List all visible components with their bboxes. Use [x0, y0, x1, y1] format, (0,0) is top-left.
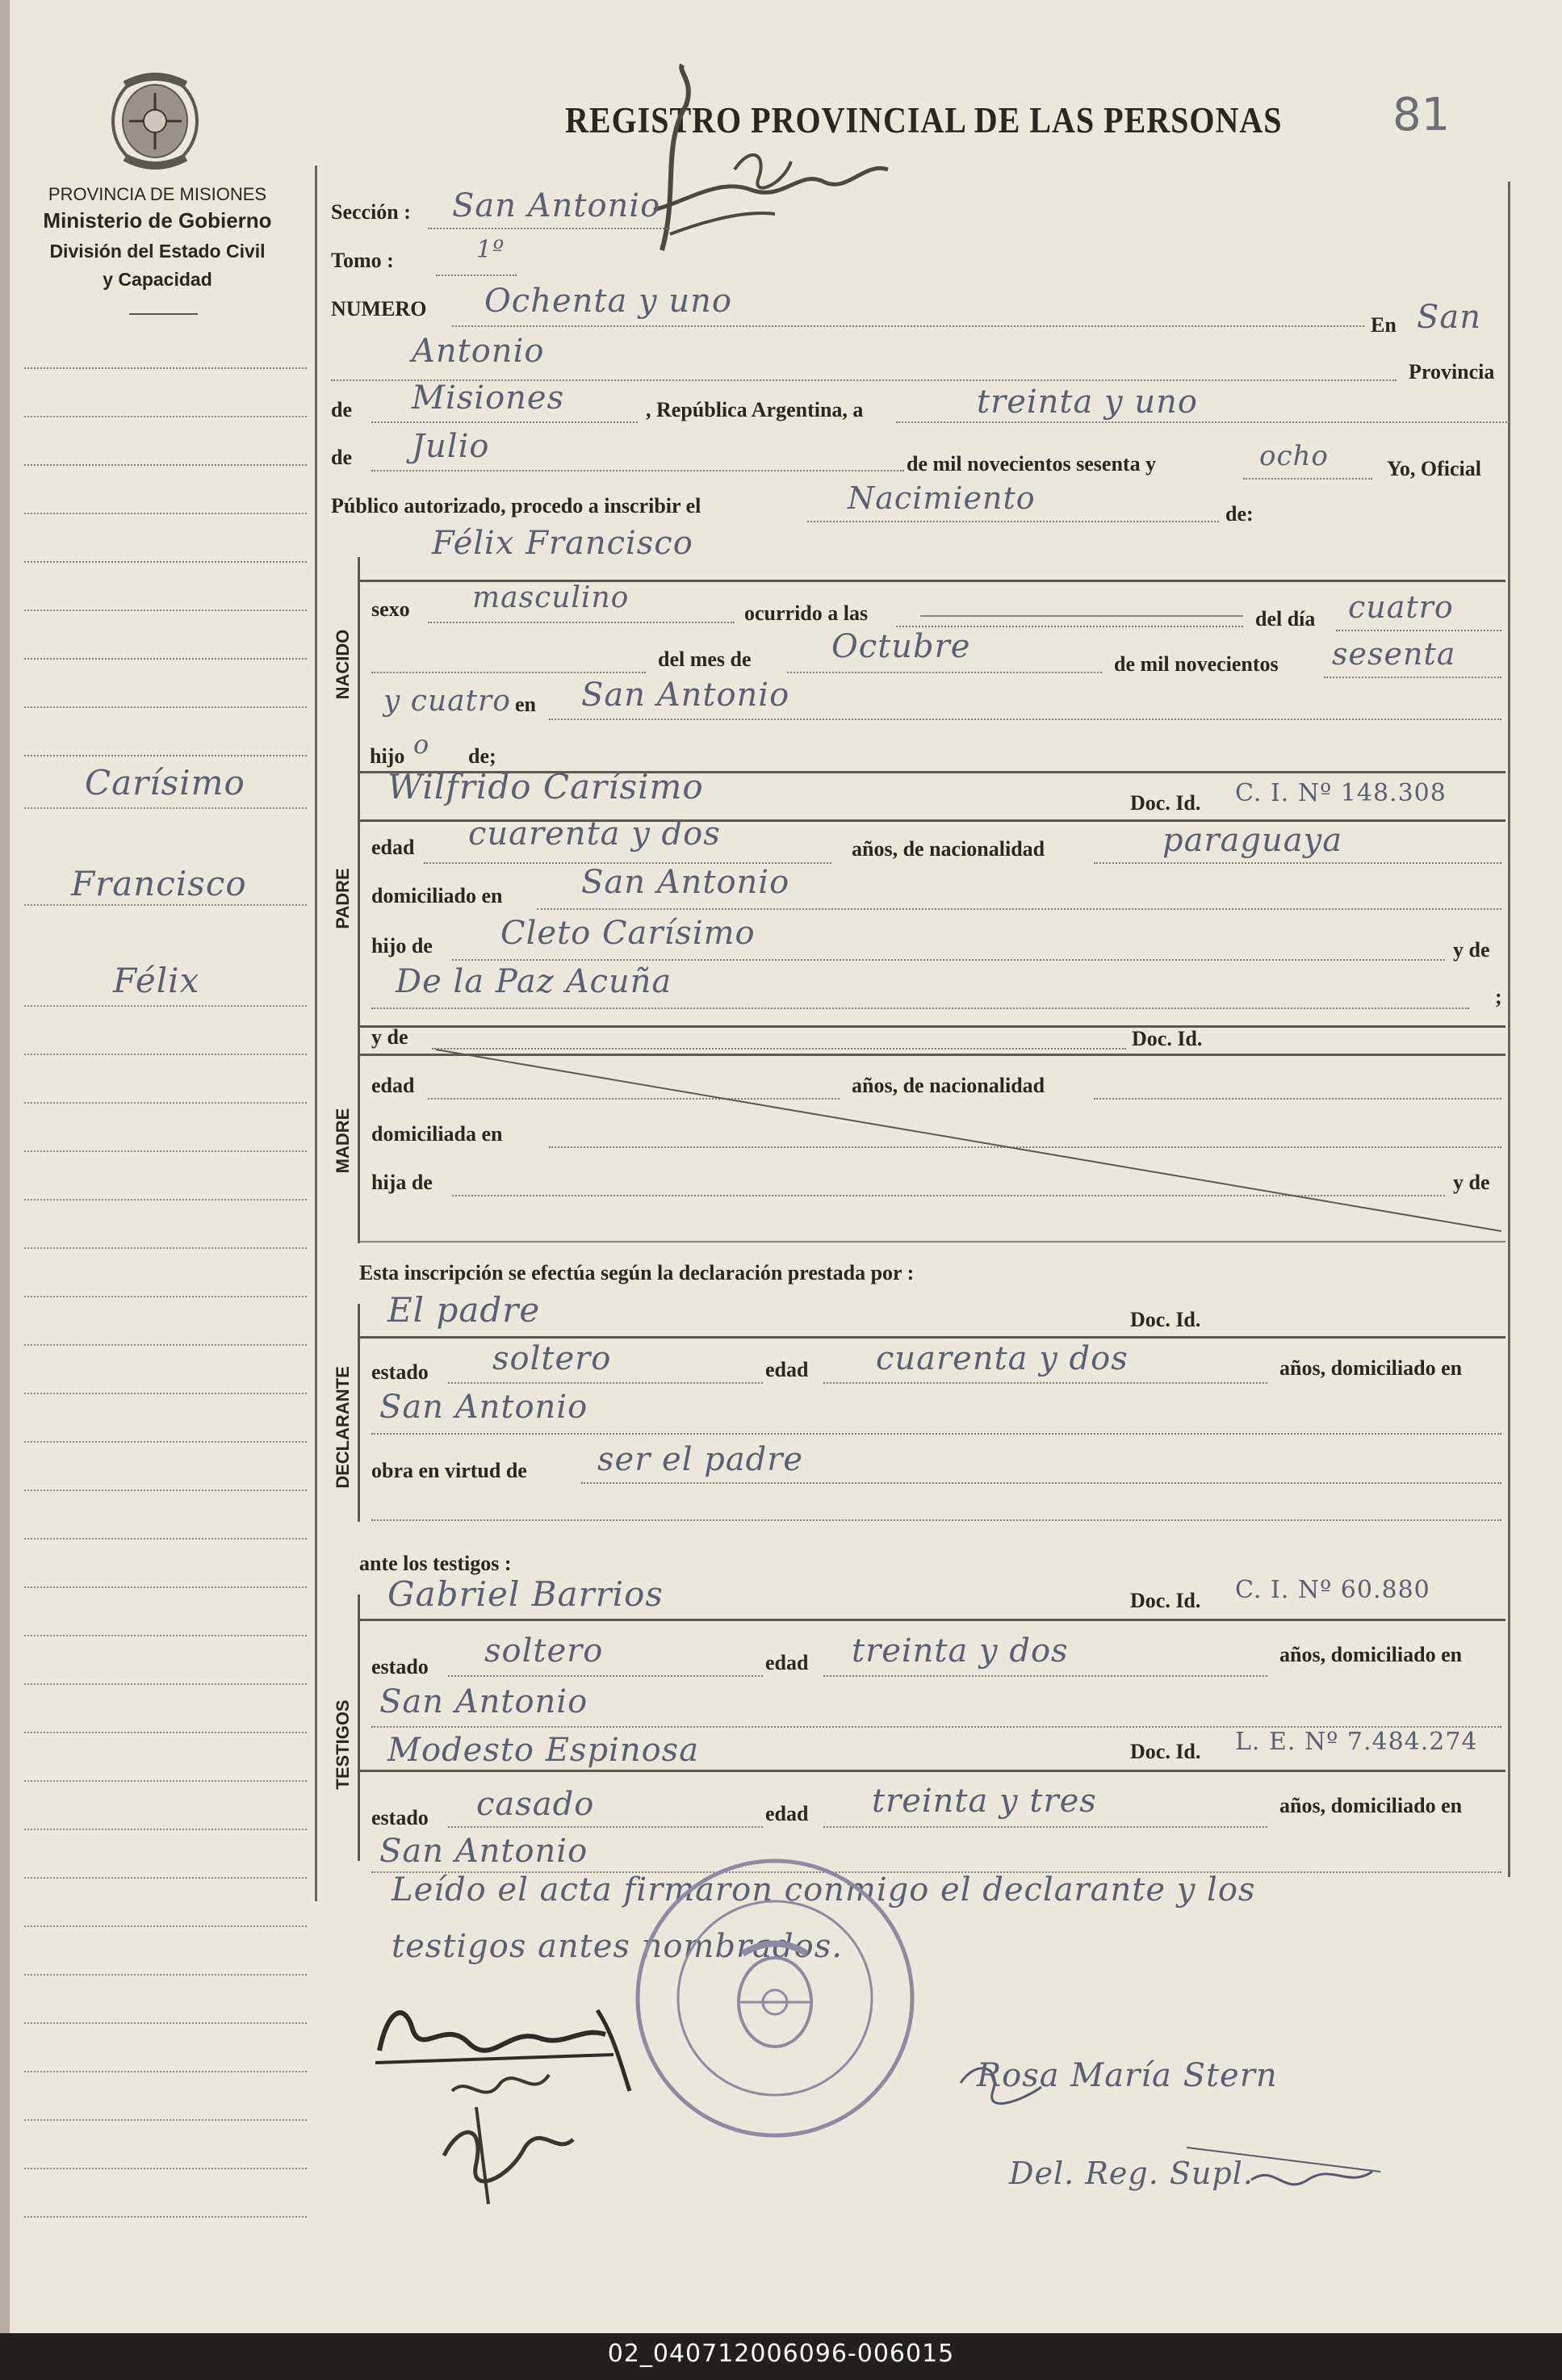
testigos-intro: ante los testigos : [359, 1552, 512, 1575]
testigo2-estado-value: casado [476, 1786, 595, 1823]
month-value: Julio [412, 428, 490, 465]
publico-label: Público autorizado, procedo a inscribir el [331, 494, 701, 517]
year-label: de mil novecientos sesenta y [907, 452, 1157, 476]
division-line2: y Capacidad [103, 269, 212, 290]
testigo1-estado-value: soltero [484, 1632, 604, 1670]
madre-hija-de-label: hija de [371, 1171, 433, 1194]
hijo-value: o [413, 729, 430, 760]
dia-value: cuatro [1348, 589, 1454, 625]
madre-cancel-strike-icon [428, 1041, 1510, 1243]
province-name: PROVINCIA DE MISIONES [48, 184, 267, 204]
header-rule [129, 313, 198, 315]
ministry-name: Ministerio de Gobierno [43, 208, 272, 233]
signatures-declarante-testigos-icon [355, 1994, 718, 2236]
madre-nacionalidad-label: años, de nacionalidad [852, 1074, 1045, 1097]
closing-line-2: testigos antes nombrados. [392, 1928, 843, 1965]
declarante-doc-label: Doc. Id. [1130, 1308, 1201, 1331]
testigo2-edad-label: edad [765, 1802, 809, 1825]
official-name: Rosa María Stern [977, 2057, 1278, 2094]
margin-second-name: Félix [113, 961, 200, 1000]
declarante-nombre: El padre [387, 1290, 541, 1330]
sexo-value: masculino [472, 581, 630, 614]
padre-nacionalidad-label: años, de nacionalidad [852, 837, 1045, 861]
padre-doc-value: C. I. Nº 148.308 [1235, 779, 1447, 807]
madre-doc-label: Doc. Id. [1132, 1027, 1203, 1050]
testigo2-edad-value: treinta y tres [872, 1783, 1097, 1820]
main-frame-left-border [315, 166, 317, 1901]
padre-domicilio-label: domiciliado en [371, 884, 503, 907]
nacido-section-label: NACIDO [333, 629, 353, 700]
declarante-edad-label: edad [765, 1358, 809, 1381]
testigo2-doc-label: Doc. Id. [1130, 1740, 1201, 1763]
stamp-scribble-icon [630, 48, 896, 258]
main-frame-right-border [1508, 182, 1510, 1877]
hijo-label: hijo [370, 744, 405, 768]
padre-y-de-label: y de [1453, 938, 1490, 962]
de-label-1: de [331, 398, 352, 421]
en-value: San [1417, 299, 1482, 336]
padre-hijo-de-label: hijo de [371, 934, 433, 957]
testigo1-nombre: Gabriel Barrios [387, 1574, 664, 1614]
republica-label: , República Argentina, a [646, 398, 864, 421]
padre-domicilio-value: San Antonio [581, 864, 790, 901]
testigo2-nombre: Modesto Espinosa [387, 1732, 700, 1769]
mil-novecientos-label: de mil novecientos [1114, 652, 1279, 676]
division-line1: División del Estado Civil [49, 241, 266, 262]
mes-value: Octubre [831, 628, 971, 665]
testigos-section-label: TESTIGOS [333, 1699, 353, 1790]
acto-value: Nacimiento [848, 480, 1036, 516]
ocurrido-label: ocurrido a las [744, 601, 869, 625]
numero-label: NUMERO [331, 297, 427, 321]
padre-doc-label: Doc. Id. [1130, 791, 1201, 815]
de-colon-label: de: [1225, 502, 1254, 526]
del-mes-label: del mes de [658, 647, 752, 671]
declarante-section-label: DECLARANTE [333, 1366, 353, 1489]
padre-edad-label: edad [371, 836, 415, 859]
day-value: treinta y uno [977, 383, 1198, 421]
testigo1-domicilio-label: años, domiciliado en [1279, 1643, 1463, 1666]
madre-edad-label: edad [371, 1074, 415, 1097]
padre-edad-value: cuarenta y dos [468, 815, 721, 853]
declarante-domicilio-label: años, domiciliado en [1279, 1356, 1463, 1380]
tomo-label: Tomo : [331, 249, 394, 272]
de-label-hijo: de; [468, 744, 496, 768]
padre-section-label: PADRE [333, 868, 353, 929]
scan-image-code: 02_040712006096-006015 [607, 2340, 955, 2368]
official-role: Del. Reg. Supl. [1009, 2156, 1254, 2191]
en-label-nacido: en [515, 693, 536, 716]
nombre-inscripto: Félix Francisco [432, 525, 693, 562]
seccion-label: Sección : [331, 200, 411, 224]
margin-first-name: Francisco [71, 864, 247, 903]
numero-value: Ochenta y uno [484, 283, 732, 320]
padre-hijo-de-value: Cleto Carísimo [500, 915, 756, 952]
declarante-intro: Esta inscripción se efectúa según la declaración prestada por : [359, 1261, 915, 1284]
declarante-domicilio-value: San Antonio [379, 1389, 588, 1426]
padre-madre-nombre: De la Paz Acuña [396, 963, 672, 1000]
declarante-edad-value: cuarenta y dos [876, 1340, 1129, 1377]
provincial-crest-icon [105, 69, 206, 174]
closing-line-1: Leído el acta firmaron conmigo el declarante y los [392, 1871, 1256, 1909]
sexo-label: sexo [371, 597, 410, 621]
testigo1-estado-label: estado [371, 1655, 429, 1678]
year-value: ocho [1259, 440, 1329, 472]
anio-value-1: sesenta [1332, 636, 1456, 672]
tomo-value: 1º [476, 236, 505, 264]
testigo2-estado-label: estado [371, 1806, 429, 1829]
madre-y-de2-label: y de [1453, 1171, 1490, 1194]
testigo2-domicilio-label: años, domiciliado en [1279, 1794, 1463, 1817]
testigo1-edad-value: treinta y dos [852, 1632, 1069, 1670]
declarante-estado-value: soltero [492, 1340, 612, 1377]
padre-nombre: Wilfrido Carísimo [387, 767, 704, 807]
margin-surname: Carísimo [85, 763, 245, 802]
testigo1-edad-label: edad [765, 1651, 809, 1674]
madre-section-label: MADRE [333, 1108, 353, 1174]
declarante-obra-label: obra en virtud de [371, 1459, 527, 1482]
testigo2-domicilio-value: San Antonio [379, 1833, 588, 1870]
declarante-obra-value: ser el padre [597, 1441, 804, 1478]
del-dia-label: del día [1255, 607, 1316, 631]
provincia-label: Provincia [1409, 360, 1495, 383]
de-label-2: de [331, 446, 352, 469]
seccion-value: San Antonio [452, 187, 661, 224]
madre-y-de-label: y de [371, 1025, 408, 1049]
en-label: En [1371, 313, 1397, 337]
madre-domicilio-label: domiciliada en [371, 1122, 503, 1146]
padre-nacionalidad-value: paraguaya [1162, 822, 1343, 859]
testigo1-domicilio-value: San Antonio [379, 1683, 588, 1720]
oficial-label: Yo, Oficial [1387, 457, 1481, 480]
anio-value-2: y cuatro [383, 685, 511, 718]
testigo2-doc-value: L. E. Nº 7.484.274 [1235, 1728, 1478, 1756]
folio-number: 81 [1392, 89, 1451, 141]
testigo1-doc-value: C. I. Nº 60.880 [1235, 1576, 1430, 1604]
provincia-value: Misiones [412, 379, 565, 417]
place-value: Antonio [412, 333, 545, 370]
document-title: REGISTRO PROVINCIAL DE LAS PERSONAS [565, 98, 1283, 141]
declarante-estado-label: estado [371, 1360, 429, 1384]
padre-semicolon: ; [1495, 985, 1502, 1008]
lugar-nacimiento: San Antonio [581, 677, 790, 714]
testigo1-doc-label: Doc. Id. [1130, 1589, 1201, 1612]
